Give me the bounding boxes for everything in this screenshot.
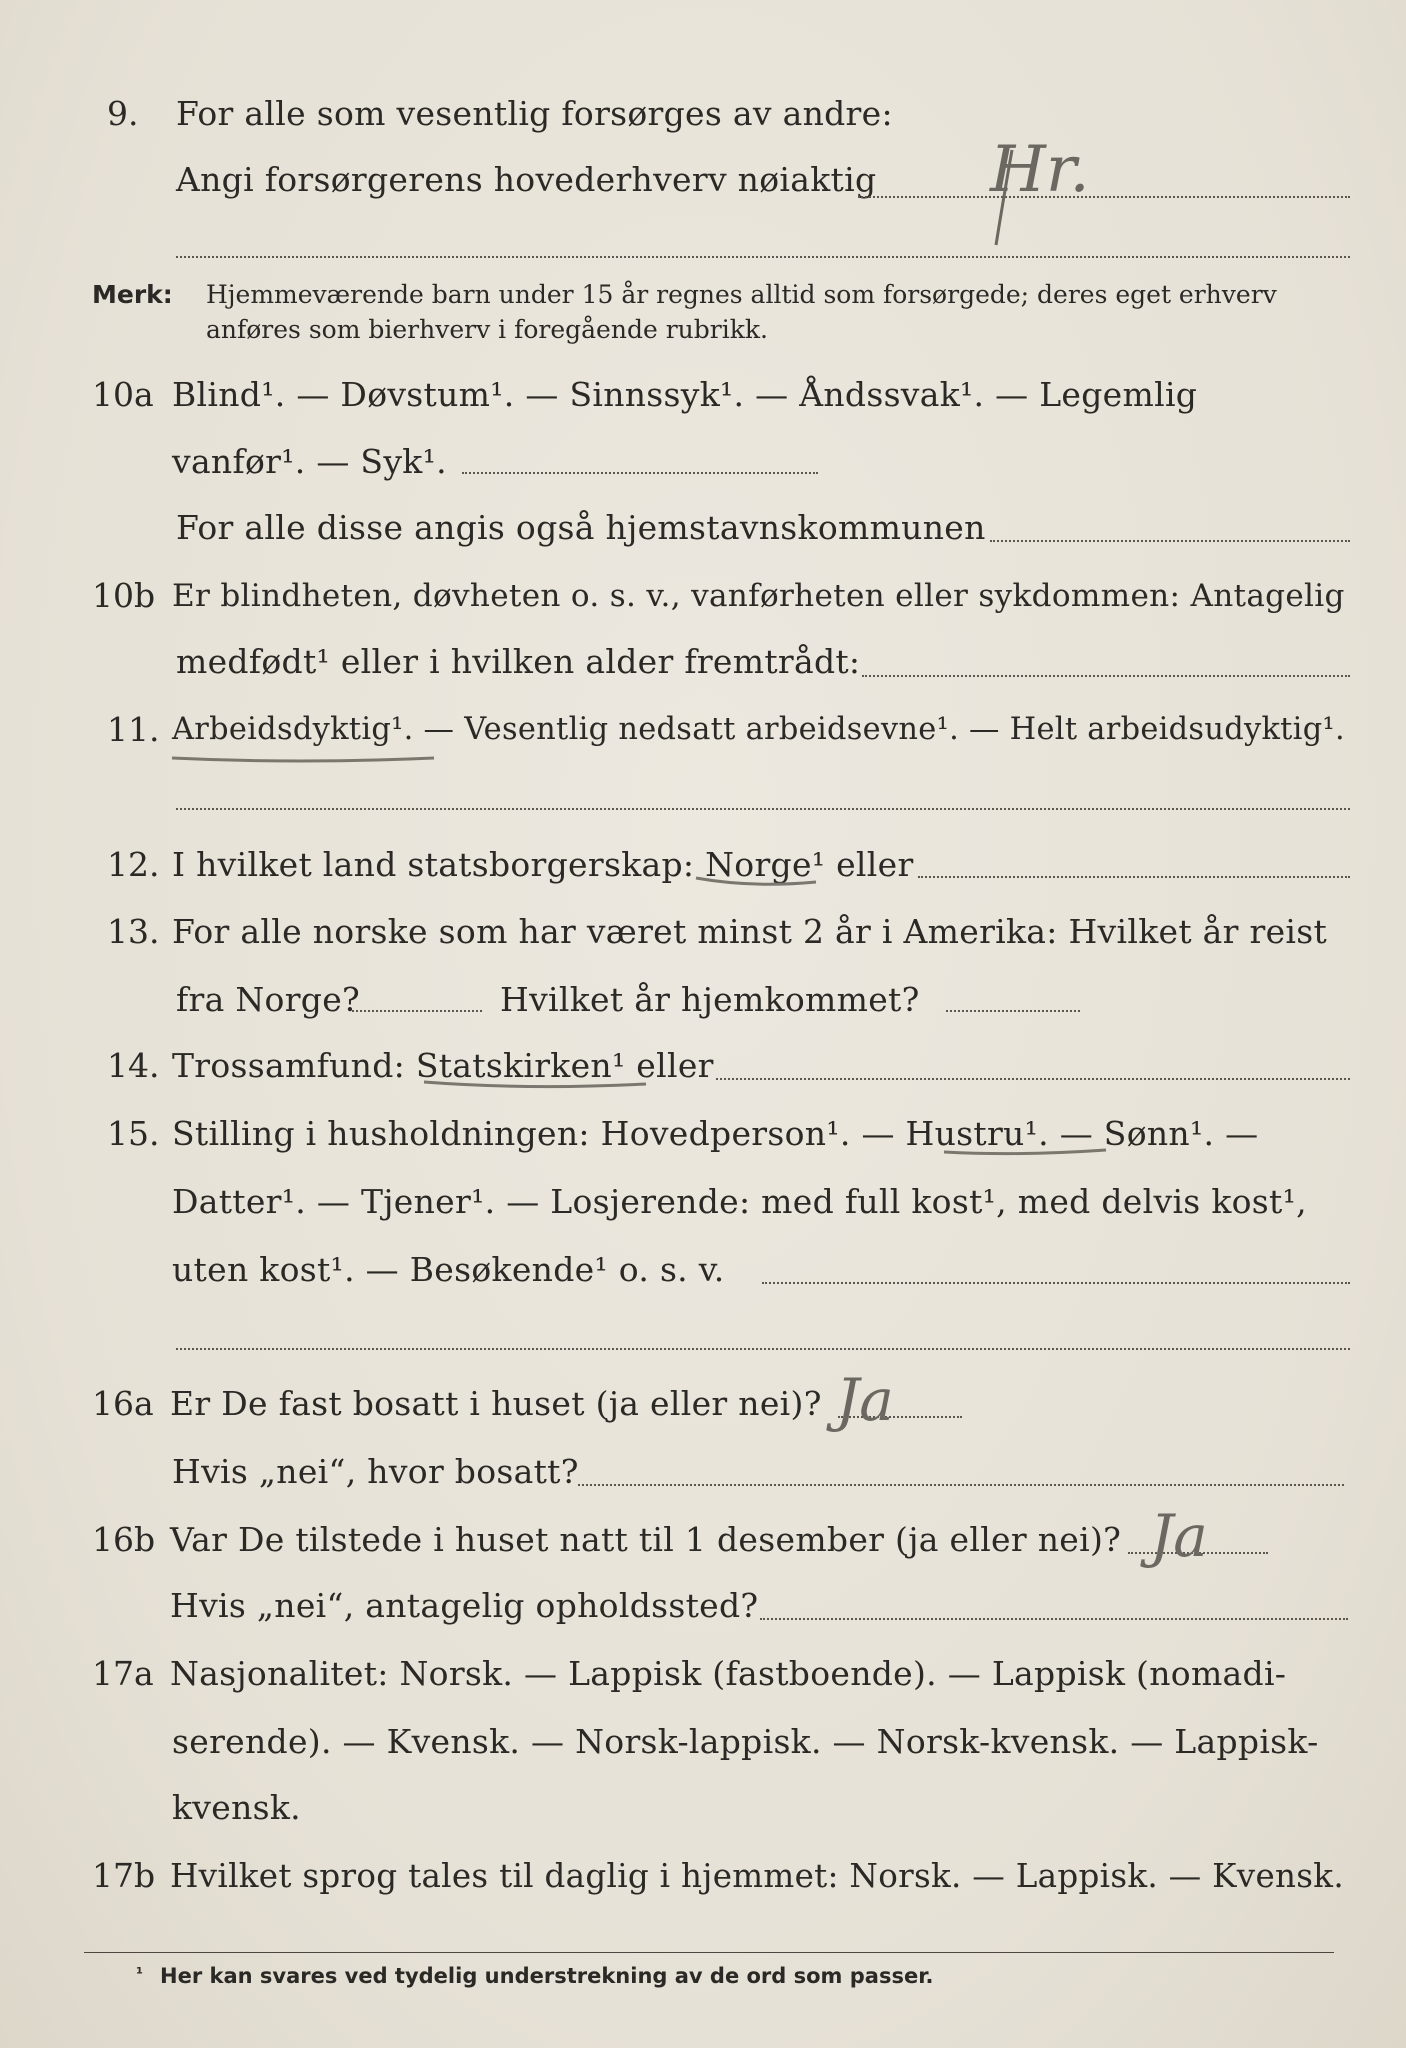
q16b-where-line[interactable] <box>760 1618 1348 1620</box>
q15-second-answer-line[interactable] <box>176 1348 1350 1350</box>
q11-number: 11. <box>107 710 160 749</box>
q12-pencil-underline <box>692 874 822 892</box>
q15-line3: uten kost¹. — Besøkende¹ o. s. v. <box>172 1250 725 1289</box>
q13-line2-from: fra Norge? <box>176 980 361 1019</box>
q9-pen-stroke <box>990 140 1020 250</box>
q13-line1: For alle norske som har været minst 2 år i Amerika: Hvilket år reist <box>172 912 1328 951</box>
q11-pencil-underline <box>168 750 438 768</box>
q10a-line1: Blind¹. — Døvstum¹. — Sinnssyk¹. — Åndssvak¹. — Legemlig <box>172 375 1198 414</box>
q10a-line3: For alle disse angis også hjemstavnskommunen <box>176 508 986 547</box>
merk-label: Merk: <box>92 280 173 309</box>
q9-second-answer-line[interactable] <box>176 256 1350 258</box>
q9-number: 9. <box>107 94 139 133</box>
q10b-answer-line[interactable] <box>862 675 1350 677</box>
q13-number: 13. <box>107 912 160 951</box>
q10a-kommune-line[interactable] <box>990 540 1350 542</box>
q16a-where-line[interactable] <box>578 1484 1344 1486</box>
footnote-mark: ¹ <box>136 1964 144 1983</box>
q16b-line1: Var De tilstede i huset natt til 1 desember (ja eller nei)? <box>170 1520 1122 1559</box>
q9-handwritten-answer: Hr. <box>990 133 1090 207</box>
q14-answer-line[interactable] <box>716 1078 1350 1080</box>
q11-line1: Arbeidsdyktig¹. — Vesentlig nedsatt arbeidsevne¹. — Helt arbeidsudyktig¹. <box>172 712 1345 747</box>
q10b-number: 10b <box>92 576 156 615</box>
q15-number: 15. <box>107 1114 160 1153</box>
q10a-line2: vanfør¹. — Syk¹. <box>172 442 447 481</box>
q16b-number: 16b <box>92 1520 156 1559</box>
footnote-text: Her kan svares ved tydelig understrekning av de ord som passer. <box>160 1964 934 1988</box>
q9-answer-line[interactable] <box>858 196 1350 198</box>
q16b-handwritten-answer: Ja <box>1150 1502 1208 1570</box>
q17b-number: 17b <box>92 1856 156 1895</box>
q15-answer-line[interactable] <box>762 1282 1350 1284</box>
footnote-rule <box>84 1952 1334 1953</box>
q17a-line3: kvensk. <box>172 1788 301 1827</box>
q10b-line2: medfødt¹ eller i hvilken alder fremtrådt: <box>176 642 861 681</box>
q16a-line1: Er De fast bosatt i huset (ja eller nei)? <box>170 1384 822 1423</box>
q17b-line1: Hvilket sprog tales til daglig i hjemmet: Norsk. — Lappisk. — Kvensk. <box>170 1857 1344 1895</box>
q17a-line1: Nasjonalitet: Norsk. — Lappisk (fastboende). — Lappisk (nomadi- <box>170 1654 1287 1693</box>
q13-year-left-line[interactable] <box>352 1010 482 1012</box>
q10a-number: 10a <box>92 375 154 414</box>
q9-line1: For alle som vesentlig forsørges av andre: <box>176 94 893 133</box>
q15-line1: Stilling i husholdningen: Hovedperson¹. — Hustru¹. — Sønn¹. — <box>172 1114 1259 1153</box>
q10b-line1: Er blindheten, døvheten o. s. v., vanførheten eller sykdommen: Antagelig <box>172 578 1345 614</box>
q12-number: 12. <box>107 845 160 884</box>
q14-number: 14. <box>107 1046 160 1085</box>
q14-pencil-underline <box>420 1076 650 1094</box>
q11-answer-line[interactable] <box>176 808 1350 810</box>
q17a-number: 17a <box>92 1654 154 1693</box>
q13-year-return-line[interactable] <box>946 1010 1080 1012</box>
q15-line2: Datter¹. — Tjener¹. — Losjerende: med full kost¹, med delvis kost¹, <box>172 1182 1307 1221</box>
q12-answer-line[interactable] <box>918 876 1350 878</box>
q16a-line2: Hvis „nei“, hvor bosatt? <box>172 1452 579 1491</box>
q16b-line2: Hvis „nei“, antagelig opholdssted? <box>170 1586 759 1625</box>
q16a-number: 16a <box>92 1384 154 1423</box>
q13-line2-return: Hvilket år hjemkommet? <box>500 980 920 1019</box>
q12-line1: I hvilket land statsborgerskap: Norge¹ eller <box>172 845 914 884</box>
q9-line2: Angi forsørgerens hovederhverv nøiaktig <box>176 160 877 199</box>
q10a-answer-line[interactable] <box>462 472 818 474</box>
q17a-line2: serende). — Kvensk. — Norsk-lappisk. — Norsk-kvensk. — Lappisk- <box>172 1722 1319 1761</box>
q16a-handwritten-answer: Ja <box>836 1366 894 1434</box>
q14-line1: Trossamfund: Statskirken¹ eller <box>172 1046 714 1085</box>
merk-line2: anføres som bierhverv i foregående rubrikk. <box>206 315 768 344</box>
q15-pencil-underline <box>940 1144 1110 1162</box>
merk-line1: Hjemmeværende barn under 15 år regnes alltid som forsørgede; deres eget erhverv <box>206 280 1277 309</box>
